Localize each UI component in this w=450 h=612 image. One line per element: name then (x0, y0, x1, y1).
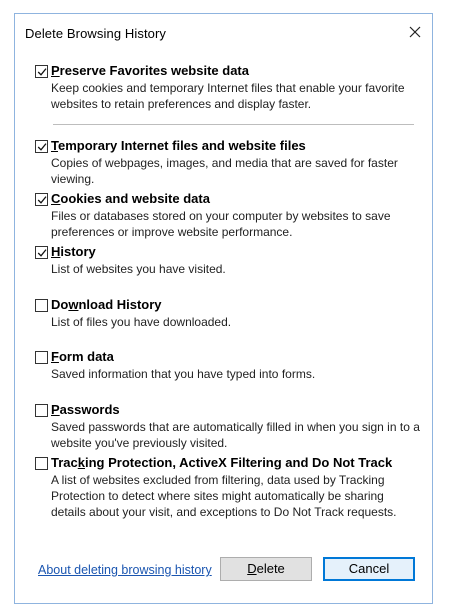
history-label[interactable]: History (51, 244, 96, 259)
passwords-label[interactable]: Passwords (51, 402, 120, 417)
separator (53, 124, 414, 125)
delete-button-label: Delete (247, 561, 285, 576)
form-data-description: Saved information that you have typed into forms. (51, 367, 316, 381)
checkmark-icon (37, 195, 47, 205)
history-description: List of websites you have visited. (51, 262, 226, 276)
tracking-protection-description: A list of websites excluded from filtering, data used by Tracking Protection to detect where sites might automatically be sharing details about your visit, and exceptions to Do Not Track requests. (51, 473, 397, 519)
close-icon[interactable] (405, 22, 425, 42)
checkmark-icon (37, 142, 47, 152)
cancel-button[interactable]: Cancel (323, 557, 415, 581)
temporary-files-description: Copies of webpages, images, and media that are saved for faster viewing. (51, 156, 398, 186)
download-history-checkbox[interactable] (35, 299, 48, 312)
tracking-protection-label[interactable]: Tracking Protection, ActiveX Filtering and Do Not Track (51, 455, 393, 470)
preserve-favorites-checkbox[interactable] (35, 65, 48, 78)
dialog-title: Delete Browsing History (25, 26, 167, 41)
download-history-description: List of files you have downloaded. (51, 315, 232, 329)
download-history-label[interactable]: Download History (51, 297, 162, 312)
tracking-protection-checkbox[interactable] (35, 457, 48, 470)
temporary-files-label[interactable]: Temporary Internet files and website files (51, 138, 306, 153)
form-data-checkbox[interactable] (35, 351, 48, 364)
history-checkbox[interactable] (35, 246, 48, 259)
passwords-checkbox[interactable] (35, 404, 48, 417)
checkmark-icon (37, 67, 47, 77)
checkmark-icon (37, 248, 47, 258)
preserve-favorites-description: Keep cookies and temporary Internet files that enable your favorite websites to retain preferences and display faster. (51, 81, 405, 111)
temporary-files-checkbox[interactable] (35, 140, 48, 153)
delete-browsing-history-dialog (14, 13, 433, 604)
delete-button[interactable] (220, 557, 312, 581)
cookies-checkbox[interactable] (35, 193, 48, 206)
form-data-label[interactable]: Form data (51, 349, 114, 364)
cookies-description: Files or databases stored on your computer by websites to save preferences or improve website performance. (51, 209, 391, 239)
preserve-favorites-label[interactable]: Preserve Favorites website data (51, 63, 249, 78)
cookies-label[interactable]: Cookies and website data (51, 191, 210, 206)
passwords-description: Saved passwords that are automatically filled in when you sign in to a website you've previously visited. (51, 420, 420, 450)
about-deleting-history-link[interactable]: About deleting browsing history (38, 563, 212, 577)
